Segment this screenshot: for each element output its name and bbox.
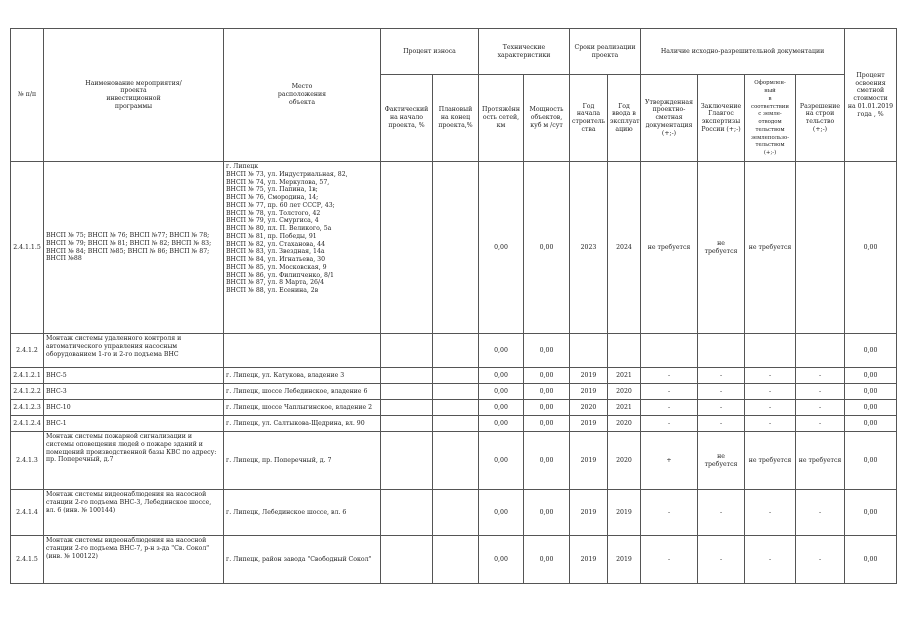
row-psd-cell: -	[641, 384, 698, 400]
place-line: ВНСП № 73, ул. Индустриальная, 82,	[226, 170, 348, 178]
row-length-cell: 0,00	[479, 400, 524, 416]
table-row	[11, 490, 897, 536]
header-place-text: Место расположения объекта	[277, 83, 327, 106]
header-pct-unspent-text: Процент освоения сметной стоимости на 01.01.2019 года , %	[847, 71, 894, 118]
row-psd-cell: -	[641, 400, 698, 416]
row-psd-cell: +	[641, 432, 698, 490]
row-length-cell: 0,00	[479, 536, 524, 584]
subheader-psd-text: Утвержденная проектно- сметная документация (+;-)	[645, 98, 694, 137]
row-pct-cell: 0,00	[845, 490, 897, 536]
subheader-end-text: Год ввода в эксплуат ацию	[610, 102, 640, 133]
row-num-cell: 2.4.1.2.2	[11, 384, 44, 400]
row-land-cell: -	[745, 490, 796, 536]
subheader-power-text: Мощность объектов, куб м /сут	[529, 106, 564, 129]
subheader-permit-text: Разрешение на строи тельство (+;-)	[799, 102, 841, 133]
row-start-cell: 2019	[570, 432, 608, 490]
row-length-cell: 0,00	[479, 432, 524, 490]
place-line: г. Липецк, шоссе Чаплыгинское, владение 2	[226, 403, 373, 411]
row-power-cell: 0,00	[524, 334, 570, 368]
row-place-cell	[224, 416, 381, 432]
row-place-cell	[224, 400, 381, 416]
row-permit-cell: -	[796, 368, 845, 384]
row-expert-cell: -	[698, 416, 745, 432]
row-end-cell: 2021	[608, 368, 641, 384]
row-fact-cell	[381, 416, 433, 432]
place-line: ВНСП № 85, ул. Московская, 9	[226, 263, 327, 271]
row-end-cell: 2020	[608, 416, 641, 432]
row-fact-cell	[381, 162, 433, 334]
row-num-cell: 2.4.1.5	[11, 536, 44, 584]
subheader-plan	[433, 75, 479, 162]
row-psd-cell	[641, 334, 698, 368]
row-expert-cell: не требуется	[698, 432, 745, 490]
row-fact-cell	[381, 400, 433, 416]
row-length-cell: 0,00	[479, 334, 524, 368]
row-pct-cell: 0,00	[845, 536, 897, 584]
row-num-cell: 2.4.1.2.1	[11, 368, 44, 384]
table-row	[11, 400, 897, 416]
place-line: г. Липецк, Лебединское шоссе, вл. 6	[226, 508, 347, 516]
place-line: ВНСП № 88, ул. Есенина, 2в	[226, 287, 319, 294]
header-name-text: Наименование мероприятия/ проекта инвестиционной программы	[85, 79, 182, 110]
header-tech	[479, 29, 570, 75]
row-plan-cell	[433, 400, 479, 416]
subheader-fact	[381, 75, 433, 162]
row-fact-cell	[381, 368, 433, 384]
row-land-cell	[745, 334, 796, 368]
row-land-cell: не требуется	[745, 162, 796, 334]
row-expert-cell: -	[698, 490, 745, 536]
row-expert-cell	[698, 334, 745, 368]
header-terms-text: Сроки реализации проекта	[574, 43, 636, 59]
row-end-cell	[608, 334, 641, 368]
subheader-length	[479, 75, 524, 162]
row-start-cell: 2020	[570, 400, 608, 416]
row-plan-cell	[433, 384, 479, 400]
row-length-cell: 0,00	[479, 416, 524, 432]
row-pct-cell: 0,00	[845, 432, 897, 490]
place-line: ВНСП № 86, ул. Филипченко, 8/1	[226, 271, 334, 279]
subheader-psd	[641, 75, 698, 162]
row-pct-cell: 0,00	[845, 416, 897, 432]
row-permit-cell: не требуется	[796, 432, 845, 490]
row-place-cell	[224, 334, 381, 368]
row-pct-cell: 0,00	[845, 368, 897, 384]
row-land-cell: -	[745, 384, 796, 400]
investment-program-table	[10, 28, 897, 584]
row-plan-cell	[433, 416, 479, 432]
header-tech-text: Технические характеристики	[497, 43, 551, 59]
subheader-expert	[698, 75, 745, 162]
row-end-cell: 2024	[608, 162, 641, 334]
row-power-cell: 0,00	[524, 162, 570, 334]
table-row	[11, 416, 897, 432]
row-permit-cell: -	[796, 400, 845, 416]
row-psd-cell: -	[641, 416, 698, 432]
row-land-cell: -	[745, 416, 796, 432]
row-expert-cell: -	[698, 400, 745, 416]
subheader-expert-text: Заключение Главгос экспертизы России (+;-)	[700, 102, 742, 133]
row-name-cell: ВНСП № 75; ВНСП № 76; ВНСП №77; ВНСП № 78; ВНСП № 79; ВНСП № 81; ВНСП № 82; ВНСП № 83; ВНСП № 84; ВНСП №85; ВНСП № 86; ВНСП № 87; ВНСП №88	[44, 162, 224, 334]
place-line: ВНСП № 82, ул. Стаханова, 44	[226, 240, 326, 248]
place-line: г. Липецк	[226, 163, 259, 170]
row-psd-cell: -	[641, 536, 698, 584]
row-name-cell: Монтаж системы пожарной сигнализации и системы оповещения людей о пожаре зданий и помещений производственной базы КВС по адресу: пр. Поперечный, д.7	[44, 432, 224, 490]
row-end-cell: 2020	[608, 384, 641, 400]
row-name-cell: ВНС-10	[44, 400, 224, 416]
table-row	[11, 334, 897, 368]
row-num-cell: 2.4.1.1.5	[11, 162, 44, 334]
row-expert-cell: не требуется	[698, 162, 745, 334]
row-length-cell: 0,00	[479, 384, 524, 400]
row-name-cell: ВНС-1	[44, 416, 224, 432]
row-fact-cell	[381, 384, 433, 400]
row-plan-cell	[433, 162, 479, 334]
row-pct-cell: 0,00	[845, 384, 897, 400]
subheader-fact-text: Фактический на начало проекта, %	[384, 106, 429, 129]
row-name-cell: ВНС-3	[44, 384, 224, 400]
row-permit-cell: -	[796, 490, 845, 536]
place-line: ВНСП № 81, пр. Победы, 91	[226, 232, 317, 240]
header-place	[224, 29, 381, 162]
row-num-cell: 2.4.1.3	[11, 432, 44, 490]
row-num-cell: 2.4.1.2.4	[11, 416, 44, 432]
row-power-cell: 0,00	[524, 536, 570, 584]
table-row	[11, 432, 897, 490]
row-power-cell: 0,00	[524, 400, 570, 416]
row-land-cell: -	[745, 536, 796, 584]
row-name-cell: Монтаж системы видеонаблюдения на насосной станции 2-го подъема ВНС-7, р-н з-да "Св. Сокол" (инв. № 100122)	[44, 536, 224, 584]
table-row	[11, 162, 897, 334]
place-line: г. Липецк, ул. Катукова, владение 3	[226, 371, 345, 379]
place-line: ВНСП № 75, ул. Папина, 1в;	[226, 186, 318, 194]
row-name-cell: Монтаж системы удаленного контроля и автоматического управления насосным оборудованием 1-го и 2-го подъема ВНС	[44, 334, 224, 368]
row-num-cell: 2.4.1.2.3	[11, 400, 44, 416]
place-line: г. Липецк, ул. Салтыкова-Щедрина, вл. 90	[226, 419, 365, 427]
row-place-cell	[224, 490, 381, 536]
row-place-cell	[224, 162, 381, 334]
row-start-cell	[570, 334, 608, 368]
table-row	[11, 368, 897, 384]
place-line: ВНСП № 79, ул. Смургиса, 4	[226, 217, 319, 225]
row-end-cell: 2020	[608, 432, 641, 490]
row-land-cell: -	[745, 368, 796, 384]
subheader-power	[524, 75, 570, 162]
row-psd-cell: -	[641, 368, 698, 384]
row-power-cell: 0,00	[524, 432, 570, 490]
row-num-cell: 2.4.1.2	[11, 334, 44, 368]
table-body	[11, 162, 897, 584]
row-plan-cell	[433, 334, 479, 368]
row-permit-cell	[796, 162, 845, 334]
row-permit-cell: -	[796, 536, 845, 584]
row-land-cell: -	[745, 400, 796, 416]
row-length-cell: 0,00	[479, 490, 524, 536]
row-place-cell	[224, 536, 381, 584]
row-power-cell: 0,00	[524, 490, 570, 536]
row-expert-cell: -	[698, 384, 745, 400]
header-terms	[570, 29, 641, 75]
row-expert-cell: -	[698, 368, 745, 384]
row-land-cell: не требуется	[745, 432, 796, 490]
row-fact-cell	[381, 432, 433, 490]
subheader-plan-text: Плановый на конец проекта,%	[438, 106, 473, 129]
row-power-cell: 0,00	[524, 384, 570, 400]
subheader-land-text: Оформлен- ный в соответствии с земле- отводом тельством землепользо- тельством (+;-)	[750, 80, 790, 156]
row-start-cell: 2019	[570, 384, 608, 400]
row-pct-cell: 0,00	[845, 334, 897, 368]
row-end-cell: 2019	[608, 536, 641, 584]
row-fact-cell	[381, 536, 433, 584]
row-permit-cell	[796, 334, 845, 368]
row-start-cell: 2019	[570, 490, 608, 536]
row-start-cell: 2019	[570, 416, 608, 432]
table-row	[11, 536, 897, 584]
row-length-cell: 0,00	[479, 368, 524, 384]
row-permit-cell: -	[796, 384, 845, 400]
row-name-cell: Монтаж системы видеонаблюдения на насосной станции 2-го подъема ВНС-3, Лебединское шоссе, вл. 6 (инв. № 100144)	[44, 490, 224, 536]
row-place-cell	[224, 368, 381, 384]
place-line: ВНСП № 74, ул. Меркулова, 57,	[226, 178, 330, 186]
row-fact-cell	[381, 334, 433, 368]
subheader-start	[570, 75, 608, 162]
place-line: г. Липецк, пр. Поперечный, д. 7	[226, 456, 332, 464]
subheader-permit	[796, 75, 845, 162]
table-row	[11, 384, 897, 400]
subheader-end	[608, 75, 641, 162]
place-line: ВНСП № 76, Смородина, 14;	[226, 194, 319, 201]
row-place-cell	[224, 384, 381, 400]
place-line: ВНСП № 84, ул. Игнатьева, 30	[226, 256, 326, 263]
row-psd-cell: не требуется	[641, 162, 698, 334]
header-name	[44, 29, 224, 162]
row-fact-cell	[381, 490, 433, 536]
subheader-land	[745, 75, 796, 162]
row-plan-cell	[433, 490, 479, 536]
header-num: № п/п	[11, 29, 44, 162]
row-expert-cell: -	[698, 536, 745, 584]
row-plan-cell	[433, 368, 479, 384]
place-line: ВНСП № 80, пл. П. Великого, 5а	[226, 225, 332, 232]
place-line: ВНСП № 87, ул. 8 Марта, 26/4	[226, 279, 325, 287]
row-num-cell: 2.4.1.4	[11, 490, 44, 536]
place-line: г. Липецк, шоссе Лебединское, владение 6	[226, 387, 368, 395]
row-plan-cell	[433, 432, 479, 490]
row-plan-cell	[433, 536, 479, 584]
row-start-cell: 2019	[570, 368, 608, 384]
row-place-cell	[224, 432, 381, 490]
row-power-cell: 0,00	[524, 416, 570, 432]
place-line: ВНСП № 78, ул. Толстого, 42	[226, 209, 321, 217]
row-end-cell: 2019	[608, 490, 641, 536]
row-pct-cell: 0,00	[845, 162, 897, 334]
investment-program-table-sheet	[10, 28, 897, 584]
row-power-cell: 0,00	[524, 368, 570, 384]
header-pct-unspent	[845, 29, 897, 162]
row-end-cell: 2021	[608, 400, 641, 416]
row-pct-cell: 0,00	[845, 400, 897, 416]
row-name-cell: ВНС-5	[44, 368, 224, 384]
place-line: г. Липецк, район завода "Свободный Сокол"	[226, 555, 372, 563]
place-line: ВНСП № 83, ул. Звездная, 14а	[226, 248, 325, 256]
row-start-cell: 2019	[570, 536, 608, 584]
subheader-start-text: Год начала строитель ства	[572, 102, 606, 133]
place-line: ВНСП № 77, пр. 60 лет СССР, 43;	[226, 201, 335, 209]
row-psd-cell: -	[641, 490, 698, 536]
row-length-cell: 0,00	[479, 162, 524, 334]
row-permit-cell: -	[796, 416, 845, 432]
subheader-length-text: Протяжённ ость сетей, км	[481, 106, 520, 129]
header-docs: Наличие исходно-разрешительной документации	[641, 29, 845, 75]
header-pct-wear: Процент износа	[381, 29, 479, 75]
row-start-cell: 2023	[570, 162, 608, 334]
